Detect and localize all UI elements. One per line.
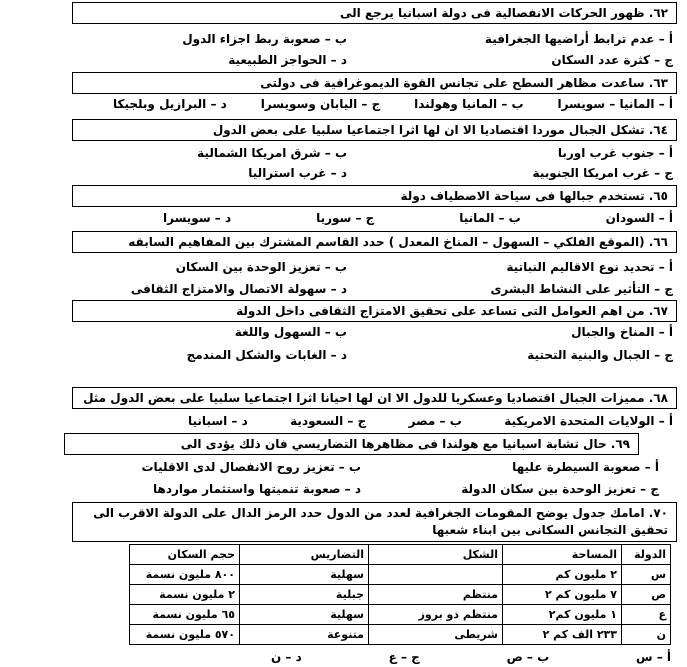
- table-cell: ع: [622, 605, 671, 625]
- q68-option-c[interactable]: ج – السعودية: [290, 414, 367, 428]
- q67-option-c[interactable]: ج – الجبال والبنية التحتية: [527, 348, 673, 362]
- table-cell: شريطى: [369, 625, 503, 645]
- q62-option-b[interactable]: ب – صعوبة ربط اجزاء الدول: [182, 32, 347, 46]
- table-cell: جبلية: [240, 585, 369, 605]
- table-cell: ١ مليون كم٢: [503, 605, 622, 625]
- q68-option-d[interactable]: د – اسبانيا: [188, 414, 248, 428]
- q69-option-b[interactable]: ب – تعزيز روح الانفصال لدى الاقليات: [141, 460, 361, 474]
- table-row: [130, 585, 671, 605]
- table-cell: س: [622, 565, 671, 585]
- question-68: [72, 387, 677, 409]
- q67-option-a[interactable]: أ – المناخ والجبال: [571, 325, 673, 339]
- q69-option-d[interactable]: د – صعوبة تنميتها واستثمار مواردها: [153, 482, 361, 496]
- q63-option-c[interactable]: ج – اليابان وسويسرا: [260, 97, 381, 111]
- q70-data-table: [129, 544, 671, 645]
- question-62: [72, 2, 677, 24]
- question-69: [64, 433, 639, 455]
- question-66-text: ٦٦. (الموقع الفلكي – السهول – المناخ المعدل ) حدد القاسم المشترك بين المفاهيم السابقه: [128, 235, 668, 249]
- question-64-text: ٦٤. تشكل الجبال موردا اقتصاديا الا ان لها اثرا اجتماعيا سلبيا على بعض الدول: [212, 123, 668, 137]
- q63-option-a[interactable]: أ – المانيا – سويسرا: [557, 97, 673, 111]
- q62-option-a[interactable]: أ – عدم ترابط أراضيها الجغرافية: [484, 32, 673, 46]
- q65-option-b[interactable]: ب – المانيا: [459, 211, 521, 225]
- q65-option-a[interactable]: أ – السودان: [605, 211, 673, 225]
- question-63: [72, 72, 677, 94]
- table-header-cell: التضاريس: [240, 545, 369, 565]
- table-cell: منتظم ذو بروز: [369, 605, 503, 625]
- q62-option-d[interactable]: د – الحواجز الطبيعية: [228, 53, 347, 67]
- question-70-text: ٧٠. امامك جدول يوضح المقومات الجغرافية لعدد من الدول حدد الرمز الدال على الدولة الاقرب الى تحقيق التجانس السكانى بين ابناء شعبها: [93, 506, 668, 537]
- table-cell: ٢ مليون نسمة: [130, 585, 240, 605]
- table-cell: سهلية: [240, 565, 369, 585]
- table-header-cell: الدولة: [622, 545, 671, 565]
- table-cell: ٥٧٠ مليون نسمة: [130, 625, 240, 645]
- q62-option-c[interactable]: ج – كثرة عدد السكان: [551, 53, 673, 67]
- q70-option-a[interactable]: أ – س: [635, 650, 671, 664]
- q68-option-b[interactable]: ب – مصر: [408, 414, 462, 428]
- question-66: [72, 231, 677, 253]
- q63-options: [113, 97, 673, 112]
- q66-option-d[interactable]: د – سهولة الاتصال والامتزاج الثقافى: [130, 282, 347, 296]
- q65-options: [163, 211, 673, 226]
- question-63-text: ٦٣. ساعدت مظاهر السطح على تجانس القوة الديموغرافية فى دولتى: [260, 76, 668, 90]
- table-cell: ص: [622, 585, 671, 605]
- q67-option-b[interactable]: ب – السهول واللغة: [234, 325, 347, 339]
- q68-options: [188, 414, 673, 429]
- q63-option-b[interactable]: ب – المانيا وهولندا: [414, 97, 524, 111]
- q63-option-d[interactable]: د – البرازيل وبلجيكا: [113, 97, 227, 111]
- q69-option-c[interactable]: ج – تعزيز الوحدة بين سكان الدولة: [461, 482, 659, 496]
- table-header-cell: حجم السكان: [130, 545, 240, 565]
- q65-option-c[interactable]: ج – سوريا: [316, 211, 375, 225]
- question-64: [72, 119, 677, 141]
- q70-option-c[interactable]: ج – ع: [388, 650, 420, 664]
- q66-option-c[interactable]: ج – التأثير على النشاط البشرى: [490, 282, 673, 296]
- table-cell: سهلية: [240, 605, 369, 625]
- q64-option-b[interactable]: ب – شرق امريكا الشمالية: [197, 146, 347, 160]
- table-header-row: [130, 545, 671, 565]
- q67-option-d[interactable]: د – الغابات والشكل المندمج: [186, 348, 347, 362]
- question-67: [72, 300, 677, 322]
- q69-option-a[interactable]: أ – صعوبة السيطرة عليها: [512, 460, 659, 474]
- table-cell: ن: [622, 625, 671, 645]
- q70-option-d[interactable]: د – ن: [271, 650, 302, 664]
- q64-option-a[interactable]: أ – جنوب غرب اوربا: [557, 146, 673, 160]
- table-row: [130, 625, 671, 645]
- table-cell: ٧ مليون كم ٢: [503, 585, 622, 605]
- q65-option-d[interactable]: د – سويسرا: [163, 211, 232, 225]
- table-cell: ٢٣٣ الف كم ٢: [503, 625, 622, 645]
- question-65: [72, 185, 677, 207]
- question-70: [72, 502, 677, 542]
- question-62-text: ٦٢. ظهور الحركات الانفصالية فى دولة اسبانيا يرجع الى: [340, 6, 668, 20]
- q64-option-c[interactable]: ج – غرب امريكا الجنوبية: [532, 166, 673, 180]
- question-68-text: ٦٨. مميزات الجبال اقتصاديا وعسكريا للدول الا ان لها احيانا اثرا اجتماعيا سلبيا على بعض الدول مثل: [83, 391, 668, 405]
- table-cell: ٨٠٠ مليون نسمة: [130, 565, 240, 585]
- table-cell: متنوعة: [240, 625, 369, 645]
- table-cell: ٦٥ مليون نسمة: [130, 605, 240, 625]
- question-65-text: ٦٥. تستخدم جبالها فى سياحة الاصطياف دولة: [400, 189, 668, 203]
- q66-option-b[interactable]: ب – تعزيز الوحدة بين السكان: [175, 260, 347, 274]
- q64-option-d[interactable]: د – غرب استراليا: [248, 166, 347, 180]
- q66-option-a[interactable]: أ – تحديد نوع الاقاليم النباتية: [506, 260, 673, 274]
- table-cell: [369, 565, 503, 585]
- table-cell: منتظم: [369, 585, 503, 605]
- q70-option-b[interactable]: ب – ص: [506, 650, 550, 664]
- question-67-text: ٦٧. من اهم العوامل التى تساعد على تحقيق الامتزاج الثقافى داخل الدولة: [236, 304, 668, 318]
- table-row: [130, 565, 671, 585]
- table-header-cell: الشكل: [369, 545, 503, 565]
- q70-options: [271, 650, 671, 665]
- table-header-cell: المساحة: [503, 545, 622, 565]
- q68-option-a[interactable]: أ – الولايات المتحدة الامريكية: [504, 414, 673, 428]
- question-69-text: ٦٩. حال تشابة اسبانيا مع هولندا فى مظاهرها التضاريسي فان ذلك يؤدى الى: [180, 437, 630, 451]
- table-row: [130, 605, 671, 625]
- table-cell: ٢ مليون كم: [503, 565, 622, 585]
